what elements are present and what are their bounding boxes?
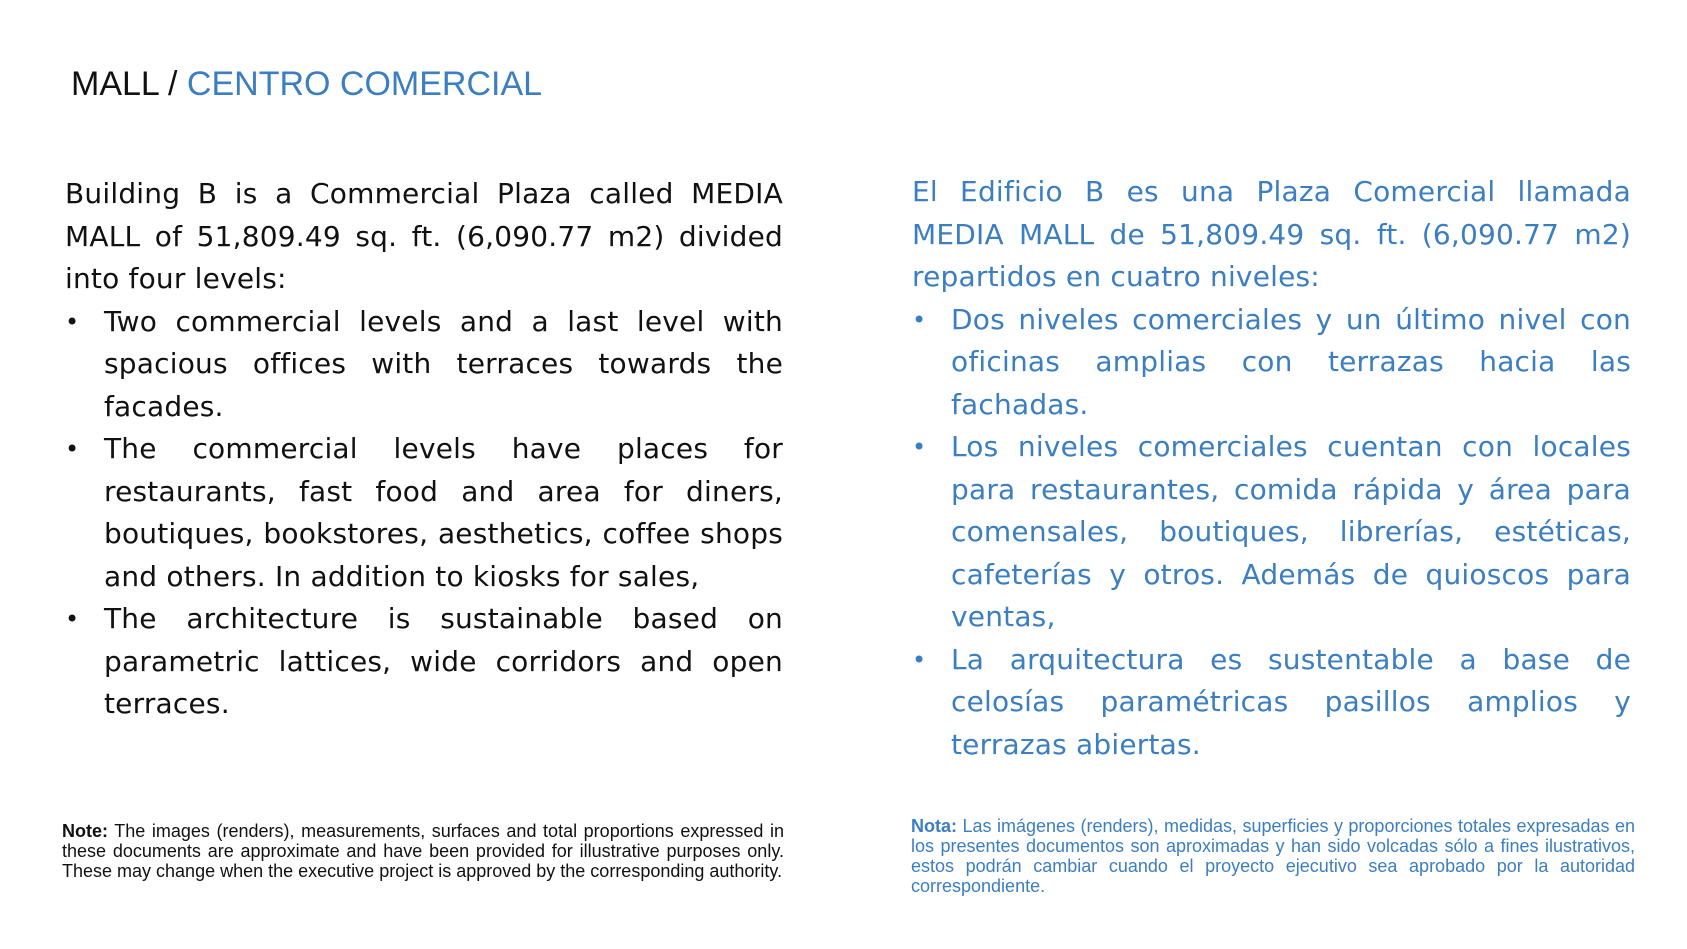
title-primary: MALL <box>71 65 159 103</box>
list-item-text: Dos niveles comerciales y un último nivel con oficinas amplias con terrazas hacia las fachadas. <box>951 302 1631 421</box>
bullet-icon: • <box>912 645 927 674</box>
title-separator: / <box>158 65 187 103</box>
list-item <box>912 299 1631 427</box>
list-item-text: The architecture is sustainable based on parametric lattices, wide corridors and open terraces. <box>104 602 783 720</box>
list-item-text: Los niveles comerciales cuentan con locales para restaurantes, comida rápida y área para comensales, boutiques, librerías, estéticas, cafeterías y otros. Además de quioscos para ventas, <box>951 430 1631 633</box>
list-item <box>912 639 1631 767</box>
list-item-text: The commercial levels have places for restaurants, fast food and area for diners, boutiques, bookstores, aesthetics, coffee shops and others. In addition to kiosks for sales, <box>104 432 783 593</box>
english-bullet-list <box>65 301 783 726</box>
bullet-icon: • <box>912 305 927 334</box>
bullet-icon: • <box>65 307 80 336</box>
english-description <box>65 173 783 726</box>
spanish-intro: El Edificio B es una Plaza Comercial llamada MEDIA MALL de 51,809.49 sq. ft. (6,090.77 m2) repartidos en cuatro niveles: <box>912 175 1631 293</box>
list-item <box>65 428 783 598</box>
list-item <box>65 301 783 429</box>
title-secondary: CENTRO COMERCIAL <box>186 65 543 103</box>
spanish-bullet-list <box>912 299 1631 767</box>
list-item <box>912 426 1631 639</box>
list-item-text: La arquitectura es sustentable a base de celosías paramétricas pasillos amplios y terrazas abiertas. <box>951 642 1631 761</box>
note-label: Note: <box>62 821 108 841</box>
page-title <box>71 62 542 106</box>
list-item <box>65 598 783 726</box>
bullet-icon: • <box>65 435 80 463</box>
english-intro: Building B is a Commercial Plaza called MEDIA MALL of 51,809.49 sq. ft. (6,090.77 m2) divided into four levels: <box>65 177 783 295</box>
bullet-icon: • <box>912 433 927 461</box>
note-label: Nota: <box>911 816 957 836</box>
english-disclaimer-note <box>62 821 784 881</box>
note-text: The images (renders), measurements, surfaces and total proportions expressed in these documents are approximate and have been provided for illustrative purposes only. These may change when the executive project is approved by the corresponding authority. <box>62 821 784 881</box>
spanish-disclaimer-note <box>911 816 1635 896</box>
bullet-icon: • <box>65 605 80 633</box>
list-item-text: Two commercial levels and a last level with spacious offices with terraces towards the facades. <box>104 304 783 423</box>
spanish-description <box>912 171 1631 766</box>
note-text: Las imágenes (renders), medidas, superficies y proporciones totales expresadas en los presentes documentos son aproximadas y han sido volcadas sólo a fines ilustrativos, estos podrán cambiar cuando el proyecto ejecutivo sea aprobado por la autoridad correspondiente. <box>911 816 1635 896</box>
